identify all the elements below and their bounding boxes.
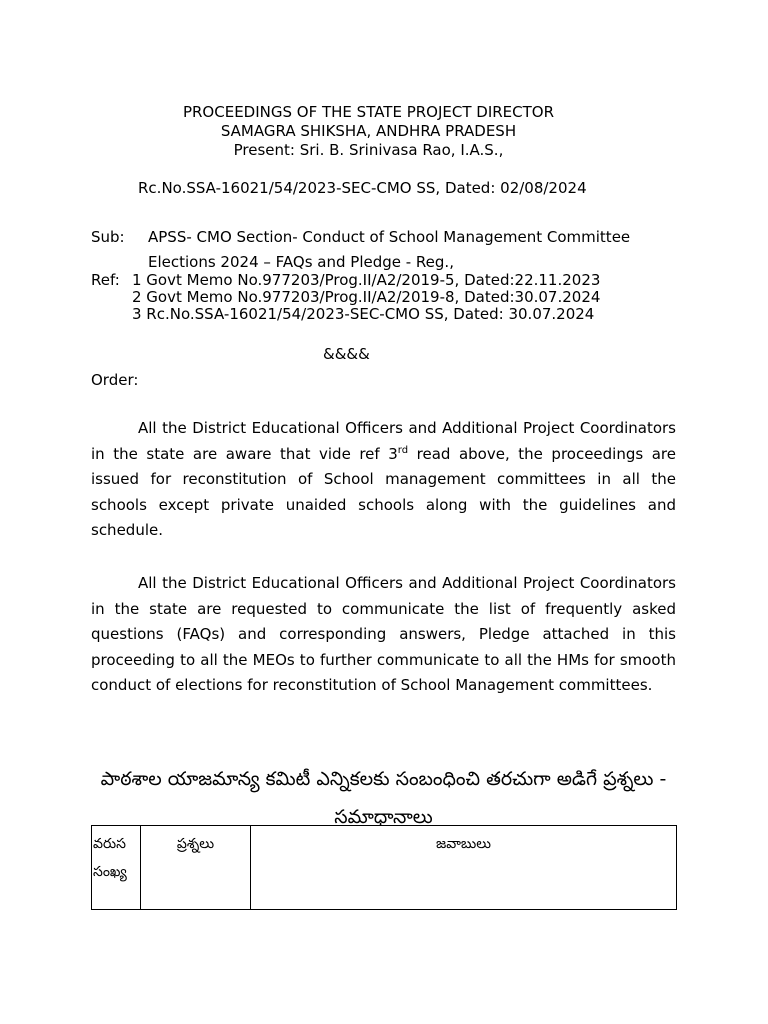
reference-item: 2 Govt Memo No.977203/Prog.II/A2/2019-8, Dated:30.07.2024 [132,288,601,306]
proceedings-header [91,103,726,160]
order-label: Order: [91,371,139,389]
paragraph-2: All the District Educational Officers and Additional Project Coordinators in the state are requested to communicate the list of frequently asked questions (FAQs) and corresponding answers, Pledge attached in this proceeding to all the MEOs to further communicate to all the HMs for smooth conduct of elections for reconstitution of School Management committees. [91,574,676,694]
faq-title-line-2: సమాధానాలు [334,806,433,828]
rc-number: Rc.No.SSA-16021/54/2023-SEC-CMO SS, Dated: 02/08/2024 [138,179,587,197]
subject-label: Sub: [91,228,125,246]
paragraph-1-text-b: read above, the proceedings are issued for reconstitution of School management committees in all the schools except private unaided schools along with the guidelines and schedule. [91,444,676,539]
header-title: PROCEEDINGS OF THE STATE PROJECT DIRECTOR [182,103,555,121]
header-present: Present: Sri. B. Srinivasa Rao, I.A.S., [233,141,504,159]
header-answers: జవాబులు [251,826,677,910]
header-questions: ప్రశ్నలు [141,826,251,910]
reference-item: 1 Govt Memo No.977203/Prog.II/A2/2019-5, Dated:22.11.2023 [132,271,601,289]
reference-item: 3 Rc.No.SSA-16021/54/2023-SEC-CMO SS, Dated: 30.07.2024 [132,305,595,323]
table-header-row [92,826,677,910]
subject-line-1: APSS- CMO Section- Conduct of School Management Committee [148,228,631,246]
faq-table [91,825,677,910]
faq-title-line-1: పాఠశాల యాజమాన్య కమిటీ ఎన్నికలకు సంబంధించి తరచుగా అడిగే ప్రశ్నలు - [100,768,667,790]
header-serial-number: వరుస సంఖ్య [92,826,141,910]
ordinal-suffix: rd [397,444,409,456]
header-organization: SAMAGRA SHIKSHA, ANDHRA PRADESH [220,122,517,140]
section-separator: &&&& [323,345,370,363]
paragraph-1 [91,416,676,544]
subject-line-2: Elections 2024 – FAQs and Pledge - Reg., [148,253,454,271]
paragraph-1-text-a: All the District Educational Officers and Additional Project Coordinators in the state are aware that vide ref 3 [91,419,676,463]
reference-label: Ref: [91,271,120,289]
